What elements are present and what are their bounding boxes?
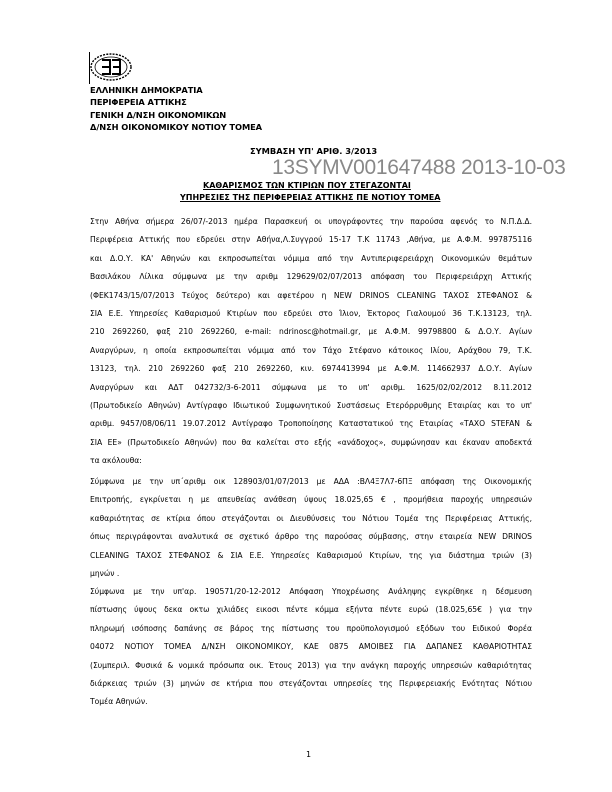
paragraph-line: τα ακόλουθα: <box>90 456 142 466</box>
registry-stamp <box>272 157 565 179</box>
paragraph-line: ΣΙΑ Ε.Ε. Υπηρεσίες Καθαρισμού Κτιρίων που εδρεύει στο Ίλιον, Έκτορος Γιαλουμού 36 Τ.Κ.13123, τηλ. <box>90 308 532 318</box>
paragraph-line: όπως περιγράφονται αναλυτικά σε σχετικό άρθρο της παρούσας σύμβασης, στην εταιρεία NEW DRINOS <box>90 532 532 542</box>
paragraph-approval <box>90 473 532 583</box>
paragraph-budget <box>90 583 532 712</box>
paragraph-line: μηνών . <box>90 568 120 578</box>
paragraph-line: πίστωσης ύψους δεκα οκτω χιλιάδες εικοσι πέντε κόμμα εξήντα πέντε ευρώ (18.025,65€ ) για την <box>90 605 532 615</box>
stamp-date: 2013-10-03 <box>461 156 566 179</box>
paragraph-line: Περιφέρεια Αττικής που εδρεύει στην Αθήνα,Λ.Συγγρού 15-17 Τ.Κ 11743 ,Αθήνα, με Α.Φ.Μ. 997875116 <box>90 235 532 245</box>
paragraph-line: Αναργύρων και ΑΔΤ 042732/3-6-2011 σύμφωνα με το υπ' αριθμ. 1625/02/02/2012 8.11.2012 <box>90 382 532 392</box>
paragraph-line: Επιτροπής, εγκρίνεται η με απευθείας ανάθεση ύψους 18.025,65 € , προμήθεια παροχής υπηρεσιών <box>90 495 532 505</box>
paragraph-line: 13123, τηλ. 210 2692260 φαξ 210 2692260, κιν. 6974413994 με Α.Φ.Μ. 114662937 Δ.Ο.Υ. Αγίων <box>90 364 532 374</box>
paragraph-line: Τομέα Αθηνών. <box>90 697 148 707</box>
paragraph-line: 210 2692260, φαξ 210 2692260, e-mail: ndrinosc@hotmail.gr, με Α.Φ.Μ. 99798800 & Δ.Ο.Υ. Αγίων <box>90 327 532 337</box>
header-line: ΕΛΛΗΝΙΚΗ ΔΗΜΟΚΡΑΤΙΑ <box>90 85 203 95</box>
paragraph-line: Αναργύρων, η οποία εκπροσωπείται νόμιμα από τον Τάχο Στέφανο κάτοικος Ιλίου, Αράχθου 79, Τ.Κ. <box>90 345 532 355</box>
greek-emblem-logo <box>89 52 133 82</box>
paragraph-line: ΣΙΑ ΕΕ» (Πρωτοδικείο Αθηνών) που θα καλείται στο εξής «ανάδοχος», συμφώνησαν και έκαναν αποδεκτά <box>90 437 532 447</box>
issuer-header <box>90 84 262 133</box>
paragraph-parties <box>90 213 532 470</box>
header-line: Δ/ΝΣΗ ΟΙΚΟΝΟΜΙΚΟΥ ΝΟΤΙΟΥ ΤΟΜΕΑ <box>90 121 262 132</box>
stamp-code: 13SYMV001647488 <box>272 156 456 179</box>
paragraph-line: καθαριότητας σε κτίρια όπου στεγάζονται οι Διευθύνσεις του Νότιου Τομέα της Περιφέρειας Αττικής, <box>90 513 532 523</box>
header-line: ΠΕΡΙΦΕΡΕΙΑ ΑΤΤΙΚΗΣ <box>90 97 187 108</box>
paragraph-line: Στην Αθήνα σήμερα 26/07/-2013 ημέρα Παρασκευή οι υπογράφοντες την παρούσα αφενός το Ν.Π.Δ.Δ. <box>90 217 532 226</box>
contract-number: ΣΥΜΒΑΣΗ ΥΠ' ΑΡΙΘ. 3/2013 <box>250 146 378 156</box>
paragraph-line: (Πρωτοδικείο Αθηνών) Αντίγραφο Ιδιωτικού Συμφωνητικού Συστάσεως Ετερόρρυθμης Εταιρίας και το υπ' <box>90 400 532 410</box>
paragraph-line: Βασιλάκου Λίλικα σύμφωνα με την αριθμ 129629/02/07/2013 απόφαση του Περιφερειάρχη Αττικής <box>90 272 532 282</box>
paragraph-line: διάρκειας τριών (3) μηνών σε κτήρια που στεγάζονται υπηρεσίες της Περιφερειακής Ενότητας Νότιου <box>90 678 532 688</box>
paragraph-line: πληρωμή ισόποσης δαπάνης σε βάρος της πίστωσης του προϋπολογισμού εξόδων του Ειδικού Φορέα <box>90 623 532 633</box>
header-line: ΓΕΝΙΚΗ Δ/ΝΣΗ ΟΙΚΟΝΟΜΙΚΩΝ <box>90 109 227 120</box>
paragraph-line: CLEANING ΤΑΧΟΣ ΣΤΕΦΑΝΟΣ & ΣΙΑ Ε.Ε. Υπηρεσίες Καθαρισμού Κτιρίων, της για διάστημα τριών (3) <box>90 550 532 560</box>
contract-subject-line-1: ΚΑΘΑΡΙΣΜΟΣ ΤΩΝ ΚΤΙΡΙΩΝ ΠΟΥ ΣΤΕΓΑΖΟΝΤΑΙ <box>203 181 411 190</box>
paragraph-line: Σύμφωνα με την υπ΄αριθμ οικ 128903/01/07/2013 με ΑΔΑ :ΒΛ4Ξ7Λ7-6ΠΞ απόφαση της Οικονομικής <box>90 477 532 486</box>
paragraph-line: αριθμ. 9457/08/06/11 19.07.2012 Αντίγραφο Τροποποίησης Καταστατικού της Εταιρίας «ΤΑΧΟ STEFAN & <box>90 419 532 429</box>
paragraph-line: Σύμφωνα με την υπ'αρ. 190571/20-12-2012 Απόφαση Υποχρέωσης Ανάληψης εγκρίθηκε η δέσμευση <box>90 587 532 596</box>
paragraph-line: (ΦΕΚ1743/15/07/2013 Τεύχος δεύτερο) και αφετέρου η NEW DRINOS CLEANING ΤΑΧΟΣ ΣΤΕΦΑΝΟΣ & <box>90 290 532 300</box>
contract-subject-line-2: ΥΠΗΡΕΣΙΕΣ ΤΗΣ ΠΕΡΙΦΕΡΕΙΑΣ ΑΤΤΙΚΗΣ ΠΕ ΝΟΤΙΟΥ ΤΟΜΕΑ <box>180 193 441 202</box>
paragraph-line: και Δ.Ο.Υ. ΚΑ' Αθηνών και εκπροσωπείται νόμιμα από την Αντιπεριφερειάρχη Οικονομικών θεμάτων <box>90 253 532 263</box>
page-number: 1 <box>306 750 312 759</box>
paragraph-line: (Συμπεριλ. Φυσικά & νομικά πρόσωπα οικ. Έτους 2013) για την ανάγκη παροχής υπηρεσιών καθαριότητας <box>90 660 532 670</box>
paragraph-line: 04072 ΝΟΤΙΟΥ ΤΟΜΕΑ Δ/ΝΣΗ ΟΙΚΟΝΟΜΙΚΟΥ, ΚΑΕ 0875 ΑΜΟΙΒΕΣ ΓΙΑ ΔΑΠΑΝΕΣ ΚΑΘΑΡΙΟΤΗΤΑΣ <box>90 642 532 652</box>
